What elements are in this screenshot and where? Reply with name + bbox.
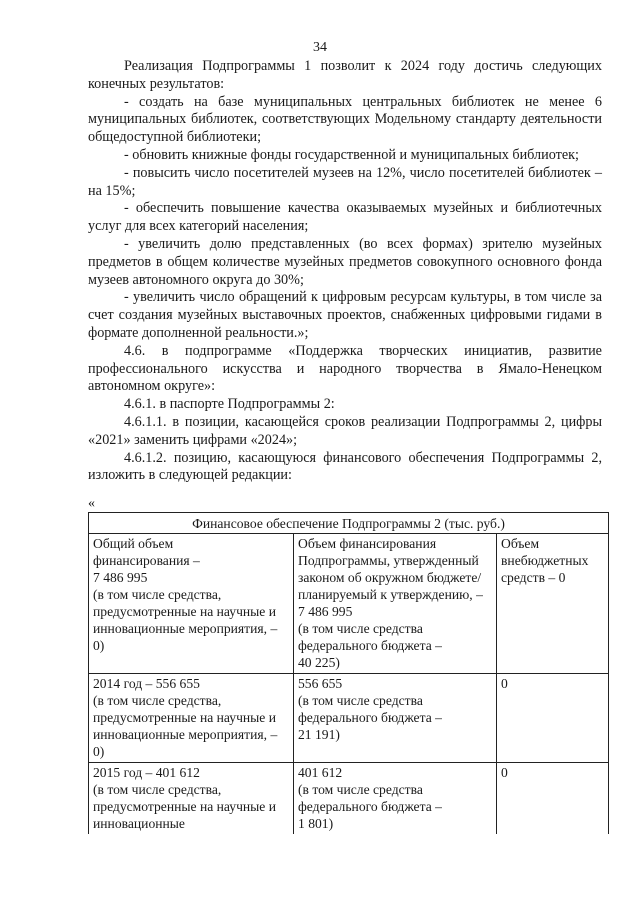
table-cell: 0 [497,763,609,835]
paragraph: 4.6. в подпрограмме «Поддержка творческих инициатив, развитие профессионального искусства и народного творчества в Ямало-Ненецком автономном округе»: [88,342,602,395]
opening-quote: « [88,496,95,511]
paragraph: - повысить число посетителей музеев на 12%, число посетителей библиотек – на 15%; [88,164,602,199]
paragraph: - обновить книжные фонды государственной и муниципальных библиотек; [124,146,579,163]
paragraph: - создать на базе муниципальных центральных библиотек не менее 6 муниципальных библиотек, соответствующих Модельному стандарту деятельности общедоступной библиотеки; [88,93,602,146]
paragraph: - увеличить долю представленных (во всех формах) зрителю музейных предметов в общем количестве музейных предметов совокупного основного фонда музеев автономного округа до 30%; [88,235,602,288]
table-cell: 556 655 (в том числе средства федерального бюджета – 21 191) [294,674,497,763]
table-header-row [89,513,609,534]
paragraph: 4.6.1.2. позицию, касающуюся финансового обеспечения Подпрограммы 2, изложить в следующей редакции: [88,449,602,484]
page-number: 34 [313,40,327,55]
paragraph: - обеспечить повышение качества оказываемых музейных и библиотечных услуг для всех категорий населения; [88,200,602,235]
table-row [89,763,609,835]
paragraph: - увеличить число обращений к цифровым ресурсам культуры, в том числе за счет создания музейных выставочных проектов, снабженных цифровыми гидами в формате дополненной реальности.»; [88,289,602,341]
body-text [88,58,602,485]
table-cell: 0 [497,674,609,763]
table-cell: 2014 год – 556 655 (в том числе средства, предусмотренные на научные и инновационные мероприятия, – 0) [89,674,294,763]
table-cell: 401 612 (в том числе средства федерального бюджета – 1 801) [294,763,497,835]
summary-budget-cell: Объем финансирования Подпрограммы, утвержденный законом об окружном бюджете/планируемый к утверждению, – 7 486 995 (в том числе средства федерального бюджета – 40 225) [294,534,497,674]
summary-total-cell: Общий объем финансирования – 7 486 995 (в том числе средства, предусмотренные на научные и инновационные мероприятия, – 0) [89,534,294,674]
table-header: Финансовое обеспечение Подпрограммы 2 (тыс. руб.) [89,513,609,534]
table-row [89,674,609,763]
paragraph: 4.6.1. в паспорте Подпрограммы 2: [124,396,335,413]
table-cell: 2015 год – 401 612 (в том числе средства, предусмотренные на научные и инновационные [89,763,294,835]
summary-extrabudget-cell: Объем внебюджетных средств – 0 [497,534,609,674]
paragraph: 4.6.1.1. в позиции, касающейся сроков реализации Подпрограммы 2, цифры «2021» заменить цифрами «2024»; [88,413,602,448]
paragraph: Реализация Подпрограммы 1 позволит к 2024 году достичь следующих конечных результатов: [88,58,602,92]
financing-table [88,512,609,834]
table-summary-row [89,534,609,674]
